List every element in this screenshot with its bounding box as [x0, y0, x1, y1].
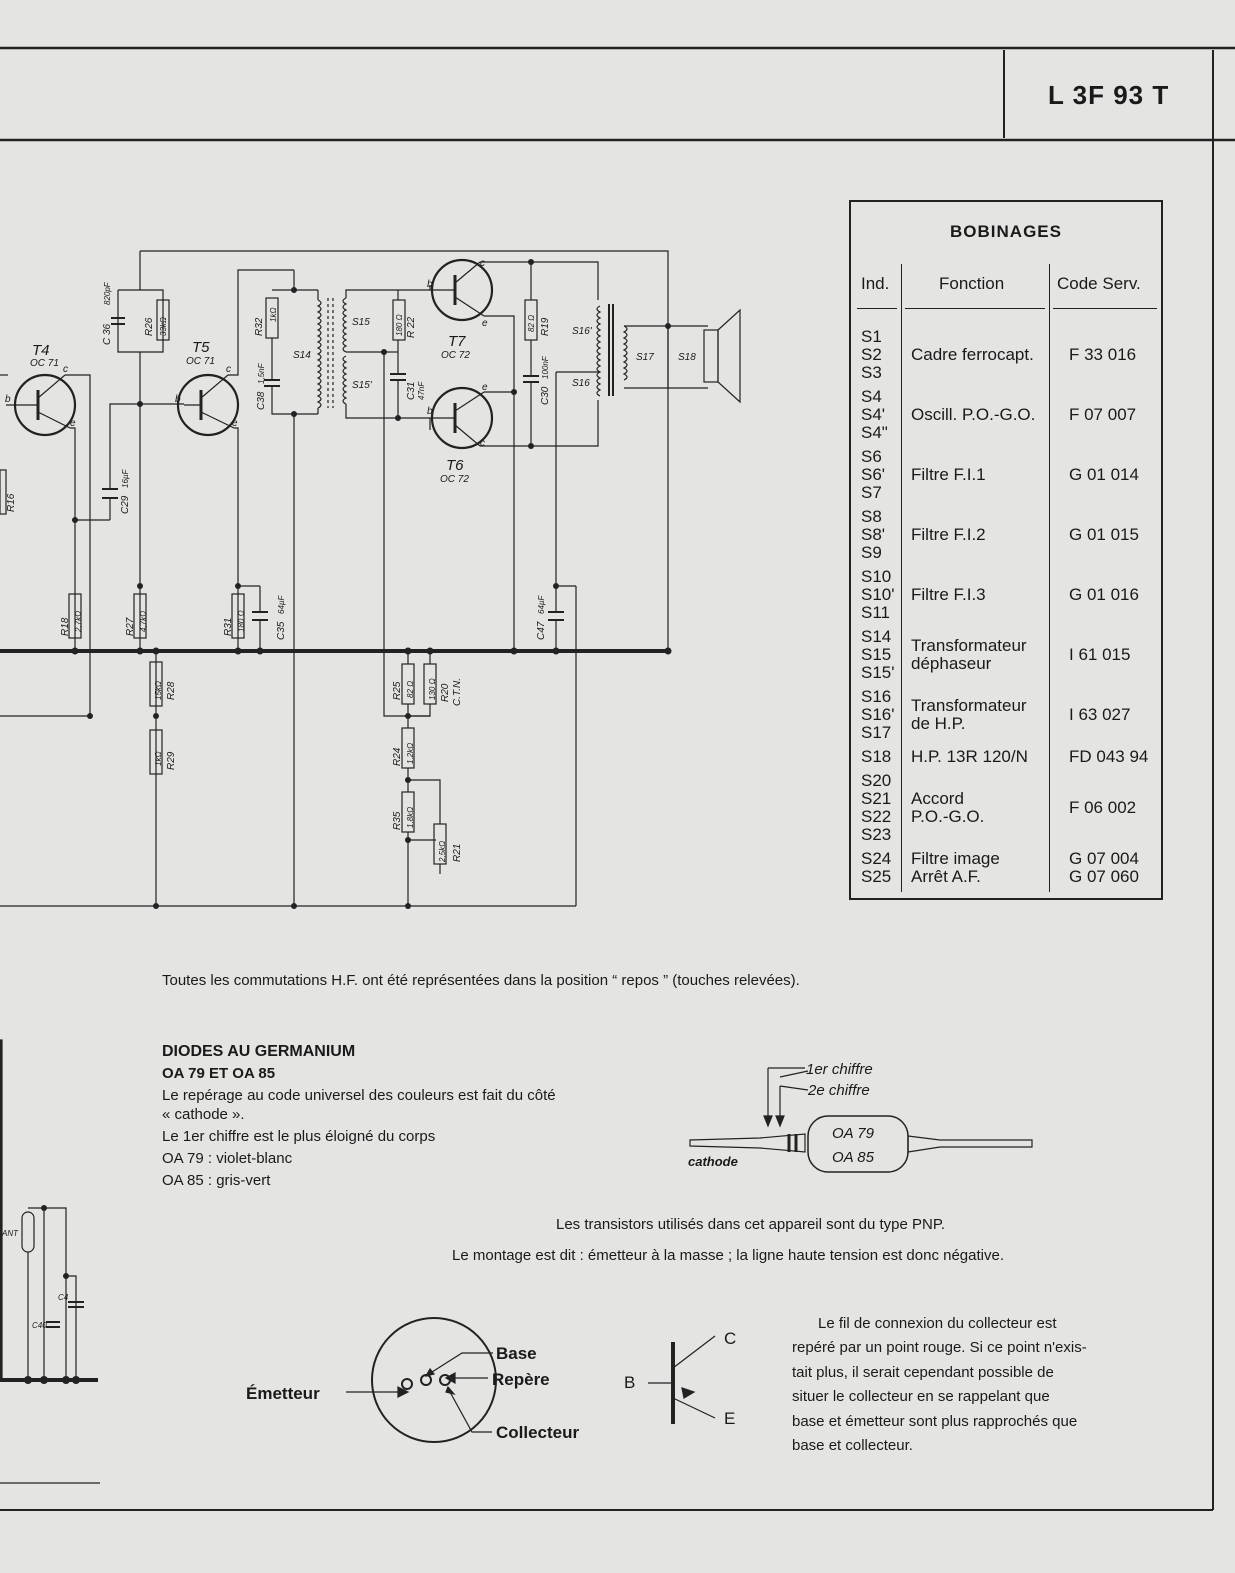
cell-line: G 07 060: [1069, 867, 1139, 886]
r29-value: 1kΩ: [154, 751, 163, 766]
pin-c-t7: c: [480, 258, 485, 269]
collecteur-line: repéré par un point rouge. Si ce point n'exis-: [792, 1339, 1087, 1357]
cell-line: S3: [861, 363, 882, 382]
cell-line: Oscill. P.O.-G.O.: [911, 405, 1036, 424]
r20-label: R20: [440, 683, 451, 702]
cell-line: S1: [861, 327, 882, 346]
s18-label: S18: [678, 352, 696, 363]
cell-line: Transformateur: [911, 696, 1027, 715]
cell-ind: [861, 628, 905, 682]
cell-ind: [861, 328, 905, 382]
r24-label: R24: [392, 747, 403, 766]
cell-line: G 01 016: [1069, 585, 1139, 604]
cell-ind: [861, 448, 905, 502]
header-code: Code Serv.: [1057, 274, 1141, 293]
table-row: [851, 628, 1161, 682]
cell-code: [1069, 406, 1161, 424]
cell-line: S9: [861, 543, 882, 562]
cell-code: [1069, 526, 1161, 544]
model-number: L 3F 93 T: [1048, 80, 1170, 110]
pin-b-t4: b: [5, 394, 11, 405]
s15b-label: S15': [352, 380, 372, 391]
cell-line: S11: [861, 603, 890, 622]
pin-b-t7: b: [427, 279, 433, 290]
cell-line: F 07 007: [1069, 405, 1137, 424]
oa79-label: OA 79: [832, 1125, 874, 1142]
cell-code: [1069, 466, 1161, 484]
c38-label: C38: [256, 391, 267, 410]
cell-line: H.P. 13R 120/N: [911, 747, 1028, 766]
diodes-line-3: Le 1er chiffre est le plus éloigné du corps: [162, 1128, 436, 1145]
cell-fonction: [911, 586, 1051, 604]
cell-line: S4': [861, 405, 886, 424]
collecteur-line: base et émetteur sont plus rapprochés que: [792, 1412, 1078, 1430]
cell-line: Accord: [911, 789, 964, 808]
r21-label: R21: [452, 843, 463, 862]
cell-line: S14: [861, 627, 892, 646]
header-fonction: Fonction: [939, 274, 1005, 293]
diodes-line-5: OA 85 : gris-vert: [162, 1172, 271, 1189]
c36-label: C 36: [102, 323, 113, 345]
cell-line: S21: [861, 789, 892, 808]
premier-chiffre-label: 1er chiffre: [806, 1061, 873, 1078]
t5-type: OC 71: [186, 356, 215, 367]
header-rule: [905, 308, 1045, 309]
r35-value: 1,8kΩ: [406, 806, 415, 828]
cell-fonction: [911, 466, 1051, 484]
cell-line: G 01 015: [1069, 525, 1139, 544]
cell-line: G 07 004: [1069, 849, 1139, 868]
pnp-note-2: Le montage est dit : émetteur à la masse ; la ligne haute tension est donc négative.: [452, 1247, 1005, 1264]
c36-value: 820pF: [103, 282, 112, 305]
c35-value: 64µF: [277, 595, 286, 614]
cell-fonction: [911, 697, 1051, 733]
cell-code: [1069, 706, 1161, 724]
pnp-e-label: E: [724, 1409, 736, 1428]
commutations-note: Toutes les commutations H.F. ont été représentées dans la position “ repos ” (touches relevées).: [162, 972, 800, 989]
c47-value: 64µF: [537, 595, 546, 614]
cell-code: [1069, 799, 1161, 817]
cell-line: S22: [861, 807, 892, 826]
t7-label: T7: [448, 333, 466, 350]
cell-fonction: [911, 850, 1051, 886]
c4-label: C4: [58, 1293, 69, 1302]
pinout-emetteur-label: Émetteur: [246, 1384, 320, 1403]
oa85-label: OA 85: [832, 1149, 874, 1166]
r20-ctn: C.T.N.: [452, 678, 463, 706]
r27-value: 4,7kΩ: [139, 610, 148, 632]
deuxieme-chiffre-label: 2e chiffre: [808, 1082, 870, 1099]
r20-value: 130 Ω: [428, 678, 437, 700]
cell-fonction: [911, 526, 1051, 544]
pnp-note-1: Les transistors utilisés dans cet appareil sont du type PNP.: [556, 1216, 946, 1233]
r25-value: 82 Ω: [406, 680, 415, 698]
table-row: [851, 772, 1161, 844]
pin-c-t4: c: [63, 364, 68, 375]
cell-line: S15': [861, 663, 895, 682]
r28-value: 15kΩ: [154, 681, 163, 700]
collecteur-note: [792, 1312, 1087, 1458]
c47-label: C47: [536, 621, 547, 640]
cell-line: Transformateur: [911, 636, 1027, 655]
pnp-b-label: B: [624, 1373, 636, 1392]
cell-line: S10': [861, 585, 895, 604]
pin-e-t5: e: [232, 418, 238, 429]
r26-value: 33kΩ: [159, 317, 168, 336]
c40-label: C40: [32, 1321, 47, 1330]
r22-value: 180 Ω: [395, 314, 404, 336]
pin-c-t5: c: [226, 364, 231, 375]
cell-line: S6': [861, 465, 886, 484]
table-row: [851, 508, 1161, 562]
pin-b-t5: b: [175, 394, 181, 405]
pin-c-t6: c: [480, 438, 485, 449]
t6-type: OC 72: [440, 474, 469, 485]
ant-label: ANT: [2, 1229, 18, 1238]
cell-line: S24: [861, 849, 892, 868]
pinout-collecteur-label: Collecteur: [496, 1423, 580, 1442]
r19-label: R19: [540, 317, 551, 336]
cell-line: S10: [861, 567, 892, 586]
cell-line: de H.P.: [911, 714, 966, 733]
r25-label: R25: [392, 681, 403, 700]
s16a-label: S16': [572, 326, 592, 337]
cell-ind: [861, 388, 905, 442]
diodes-subtitle: OA 79 ET OA 85: [162, 1065, 276, 1082]
cell-line: S16: [861, 687, 892, 706]
t6-label: T6: [446, 457, 464, 474]
cell-code: [1069, 646, 1161, 664]
c29-value: 16µF: [121, 469, 130, 488]
r32-value: 1kΩ: [269, 307, 278, 322]
cell-ind: [861, 508, 905, 562]
t4-label: T4: [32, 342, 50, 359]
cell-code: [1069, 346, 1161, 364]
header-rule: [857, 308, 897, 309]
cell-line: Filtre F.I.2: [911, 525, 986, 544]
collecteur-line: tait plus, il serait cependant possible de: [792, 1363, 1054, 1381]
diodes-line-4: OA 79 : violet-blanc: [162, 1150, 293, 1167]
t7-type: OC 72: [441, 350, 470, 361]
c30-value: 100nF: [541, 356, 550, 379]
cell-line: S18: [861, 747, 892, 766]
cell-line: S2: [861, 345, 882, 364]
c31-label: C31: [406, 381, 417, 400]
cell-fonction: [911, 748, 1051, 766]
cell-ind: [861, 748, 905, 766]
t5-label: T5: [192, 339, 210, 356]
s14-label: S14: [293, 350, 311, 361]
r18-label: R18: [60, 617, 71, 636]
table-row: [851, 448, 1161, 502]
pin-b-t6: b: [427, 406, 433, 417]
s16b-label: S16: [572, 378, 590, 389]
r21-value: 2,5kΩ: [438, 840, 447, 862]
table-row: [851, 388, 1161, 442]
cell-line: S4": [861, 423, 888, 442]
c38-value: 1,5nF: [257, 363, 266, 384]
collecteur-line: Le fil de connexion du collecteur est: [818, 1315, 1057, 1332]
cell-line: S4: [861, 387, 882, 406]
diodes-line-2: « cathode ».: [162, 1106, 245, 1123]
bobinages-table: [849, 200, 1163, 900]
cell-line: Cadre ferrocapt.: [911, 345, 1034, 364]
c30-label: C30: [540, 386, 551, 405]
cell-fonction: [911, 346, 1051, 364]
pin-e-t7: e: [482, 318, 488, 329]
cell-line: S6: [861, 447, 882, 466]
r22-label: R 22: [406, 316, 417, 338]
cell-line: F 06 002: [1069, 798, 1137, 817]
cell-ind: [861, 688, 905, 742]
cell-line: Filtre F.I.3: [911, 585, 986, 604]
c35-label: C35: [276, 621, 287, 640]
collecteur-line: base et collecteur.: [792, 1437, 913, 1455]
cell-line: Filtre F.I.1: [911, 465, 986, 484]
cell-fonction: [911, 790, 1051, 826]
cell-line: S20: [861, 771, 892, 790]
cell-fonction: [911, 637, 1051, 673]
diodes-line-1: Le repérage au code universel des couleurs est fait du côté: [162, 1087, 556, 1104]
r16-label: R16: [6, 493, 17, 512]
table-row: [851, 328, 1161, 382]
cell-line: F 33 016: [1069, 345, 1137, 364]
r32-label: R32: [254, 317, 265, 336]
r24-value: 1,2kΩ: [406, 742, 415, 764]
cell-line: S8': [861, 525, 886, 544]
r31-label: R31: [223, 617, 234, 636]
r29-label: R29: [166, 751, 177, 770]
cell-line: S25: [861, 867, 892, 886]
c29-label: C29: [120, 495, 131, 514]
cell-code: [1069, 586, 1161, 604]
cell-line: S23: [861, 825, 892, 844]
table-row: [851, 568, 1161, 622]
cell-line: I 63 027: [1069, 705, 1131, 724]
pin-e-t4: e: [70, 418, 76, 429]
cell-code: [1069, 748, 1161, 766]
cell-line: S15: [861, 645, 892, 664]
cell-line: déphaseur: [911, 654, 992, 673]
cell-ind: [861, 568, 905, 622]
table-row: [851, 850, 1161, 886]
collecteur-line: situer le collecteur en se rappelant que: [792, 1388, 1050, 1406]
table-row: [851, 688, 1161, 742]
table-row: [851, 748, 1161, 766]
pnp-c-label: C: [724, 1329, 737, 1348]
r28-label: R28: [166, 681, 177, 700]
header-rule: [1053, 308, 1157, 309]
cell-line: Arrêt A.F.: [911, 867, 981, 886]
cell-line: FD 043 94: [1069, 747, 1149, 766]
cell-code: [1069, 850, 1161, 886]
cell-ind: [861, 772, 905, 844]
diodes-title: DIODES AU GERMANIUM: [162, 1043, 356, 1060]
c31-value: 47nF: [417, 381, 426, 400]
cell-line: I 61 015: [1069, 645, 1131, 664]
cell-ind: [861, 850, 905, 886]
cell-line: S16': [861, 705, 895, 724]
s15-label: S15: [352, 317, 370, 328]
t4-type: OC 71: [30, 358, 59, 369]
pinout-repere-label: Repère: [492, 1370, 550, 1389]
pinout-base-label: Base: [496, 1344, 537, 1363]
r27-label: R27: [125, 617, 136, 636]
r35-label: R35: [392, 811, 403, 830]
header-ind: Ind.: [861, 274, 890, 293]
r26-label: R26: [144, 317, 155, 336]
cell-fonction: [911, 406, 1051, 424]
cell-line: S7: [861, 483, 882, 502]
r19-value: 82 Ω: [527, 314, 536, 332]
cell-line: S17: [861, 723, 892, 742]
cell-line: G 01 014: [1069, 465, 1139, 484]
cell-line: Filtre image: [911, 849, 1000, 868]
r31-value: 180 Ω: [237, 610, 246, 632]
s17-label: S17: [636, 352, 654, 363]
pin-e-t6: e: [482, 382, 488, 393]
cell-line: P.O.-G.O.: [911, 807, 985, 826]
cathode-label: cathode: [688, 1154, 738, 1169]
cell-line: S8: [861, 507, 882, 526]
table-title: BOBINAGES: [950, 222, 1062, 241]
r18-value: 2,7kΩ: [74, 610, 83, 632]
